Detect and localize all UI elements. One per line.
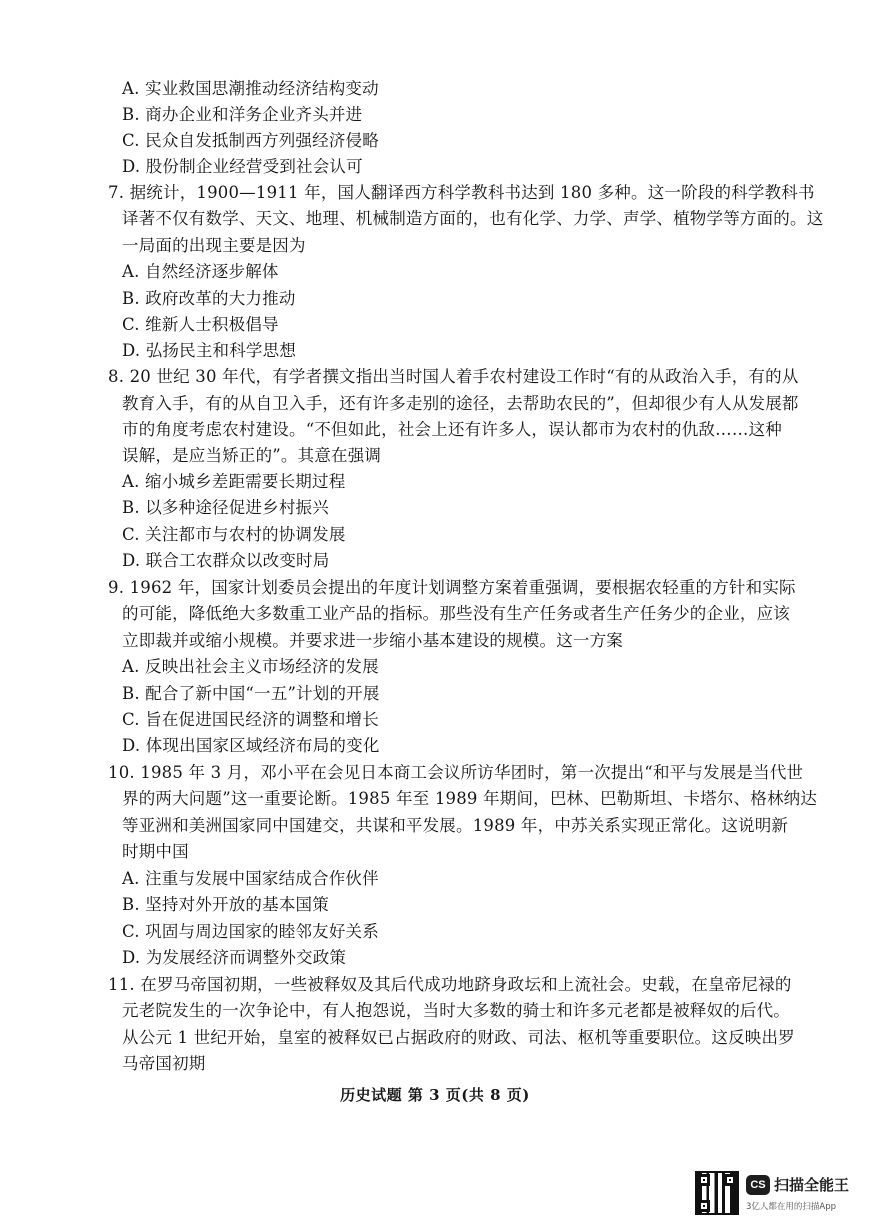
text-line: 界的两大问题”这一重要论断。1985 年至 1989 年期间，巴林、巴勒斯坦、卡塔尔、格林纳达 [122, 789, 818, 808]
text-line: D. 联合工农群众以改变时局 [122, 551, 330, 570]
text-line: C. 巩固与周边国家的睦邻友好关系 [122, 922, 379, 941]
text-line: 元老院发生的一次争论中，有人抱怨说，当时大多数的骑士和许多元老都是被释奴的后代。 [122, 1001, 790, 1020]
text-line: 11. 在罗马帝国初期，一些被释奴及其后代成功地跻身政坛和上流社会。史载，在皇帝尼禄的 [108, 975, 792, 994]
text-line: 的可能，降低绝大多数重工业产品的指标。那些没有生产任务或者生产任务少的企业，应该 [122, 604, 790, 623]
text-line: 9. 1962 年，国家计划委员会提出的年度计划调整方案着重强调，要根据农轻重的方针和实际 [108, 578, 796, 597]
text-line: 8. 20 世纪 30 年代，有学者撰文指出当时国人着手农村建设工作时“有的从政治入手，有的从 [108, 367, 799, 386]
page-footer: 历史试题 第 3 页(共 8 页) [340, 1086, 530, 1104]
text-line: 市的角度考虑农村建设。“不但如此，社会上还有许多人，误认都市为农村的仇敌……这种 [122, 420, 782, 439]
text-line: 译著不仅有数学、天文、地理、机械制造方面的，也有化学、力学、声学、植物学等方面的。这 [122, 209, 824, 228]
text-line: A. 注重与发展中国家结成合作伙伴 [122, 869, 379, 888]
text-line: C. 民众自发抵制西方列强经济侵略 [122, 131, 379, 150]
text-line: D. 体现出国家区域经济布局的变化 [122, 736, 380, 755]
text-line: 等亚洲和美洲国家同中国建交，共谋和平发展。1989 年，中苏关系实现正常化。这说明新 [122, 816, 789, 835]
text-line: C. 关注都市与农村的协调发展 [122, 525, 346, 544]
scanner-app-name: 扫描全能王 [774, 1176, 850, 1194]
text-line: C. 旨在促进国民经济的调整和增长 [122, 710, 379, 729]
text-line: 7. 据统计，1900—1911 年，国人翻译西方科学教科书达到 180 多种。这一阶段的科学教科书 [108, 183, 815, 202]
text-line: 教育入手，有的从自卫入手，还有许多走别的途径，去帮助农民的”，但却很少有人从发展都 [122, 394, 799, 413]
text-line: A. 实业救国思潮推动经济结构变动 [122, 79, 379, 98]
text-line: 10. 1985 年 3 月，邓小平在会见日本商工会议所访华团时，第一次提出“和平与发展是当代世 [108, 763, 804, 782]
text-line: B. 商办企业和洋务企业齐头并进 [122, 105, 363, 124]
text-line: D. 股份制企业经营受到社会认可 [122, 157, 363, 176]
text-line: 误解，是应当矫正的”。其意在强调 [122, 446, 382, 465]
qr-code-icon [695, 1171, 739, 1215]
text-line: 马帝国初期 [122, 1054, 206, 1073]
text-line: A. 缩小城乡差距需要长期过程 [122, 472, 346, 491]
text-line: B. 坚持对外开放的基本国策 [122, 895, 329, 914]
text-line: 时期中国 [122, 842, 189, 861]
text-line: 一局面的出现主要是因为 [122, 236, 306, 255]
text-line: C. 维新人士积极倡导 [122, 315, 279, 334]
text-line: B. 政府改革的大力推动 [122, 289, 296, 308]
scanner-tagline: 3亿人都在用的扫描App [746, 1202, 837, 1212]
camscanner-logo-icon: CS [746, 1175, 770, 1195]
text-line: D. 为发展经济而调整外交政策 [122, 948, 347, 967]
text-line: B. 配合了新中国“一五”计划的开展 [122, 684, 380, 703]
text-line: 立即裁并或缩小规模。并要求进一步缩小基本建设的规模。这一方案 [122, 631, 623, 650]
text-line: B. 以多种途径促进乡村振兴 [122, 498, 329, 517]
text-line: D. 弘扬民主和科学思想 [122, 341, 297, 360]
text-line: A. 自然经济逐步解体 [122, 262, 279, 281]
text-line: A. 反映出社会主义市场经济的发展 [122, 657, 379, 676]
text-line: 从公元 1 世纪开始，皇室的被释奴已占据政府的财政、司法、枢机等重要职位。这反映出罗 [122, 1028, 795, 1047]
